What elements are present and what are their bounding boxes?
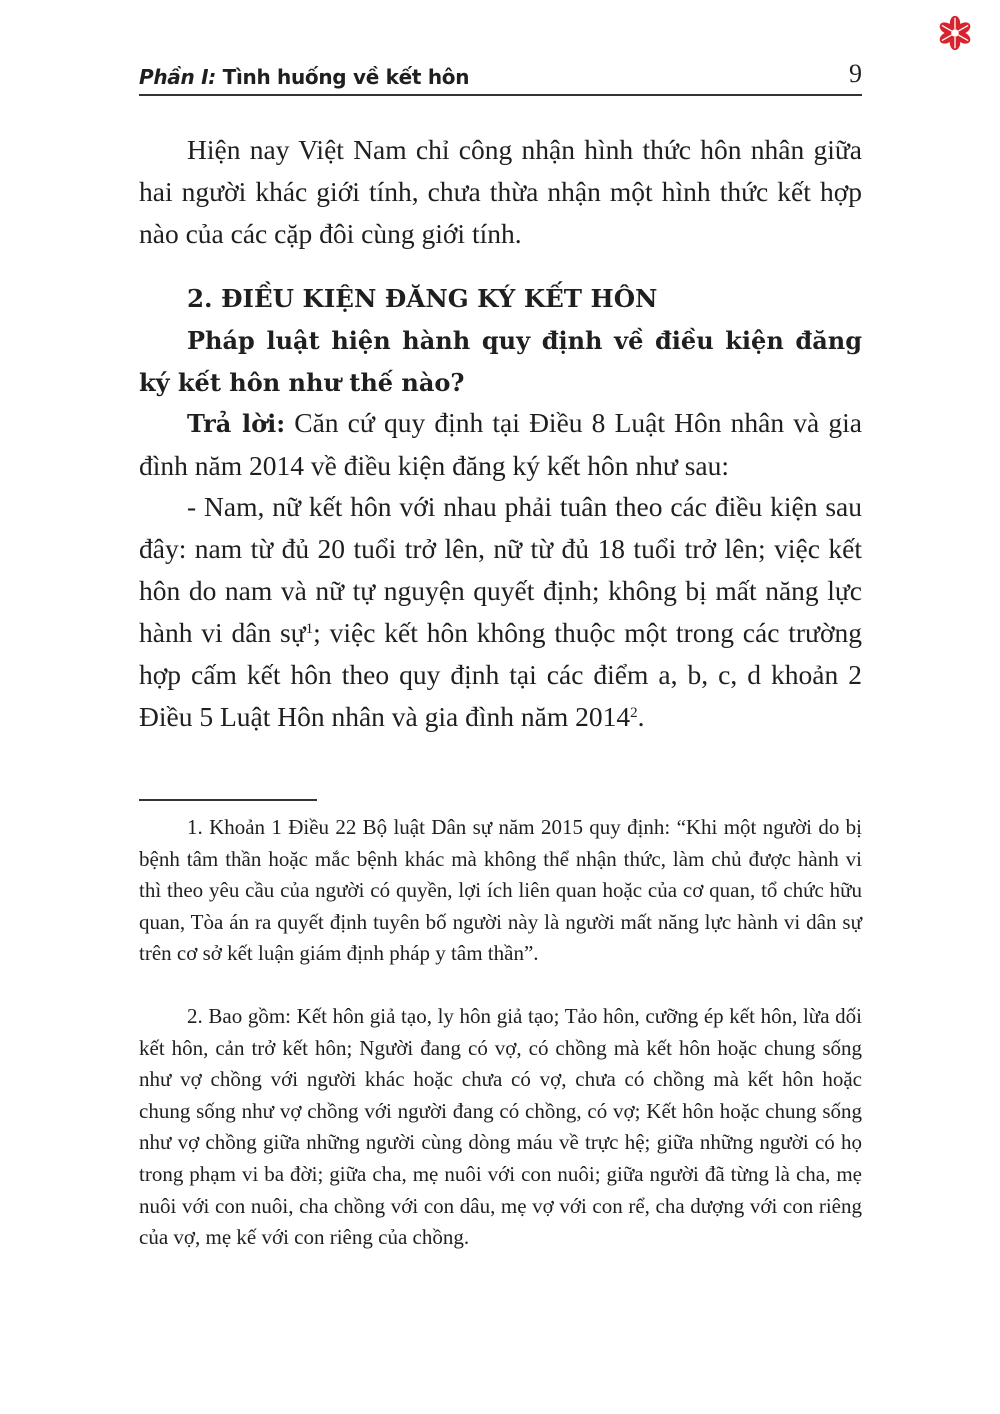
footnote-ref-1: 1 [305,621,314,637]
page-number: 9 [849,59,862,88]
answer-label: Trả lời: [187,409,286,438]
conditions-text-1: - Nam, nữ kết hôn với nhau phải tuân theo các điều kiện sau đây: nam từ đủ 20 tuổi trở lên, nữ từ đủ 18 tuổi trở lên; việc kết hôn do nam và nữ tự nguyện quyết định; không bị mất năng lực hành vi dân sự [139,491,862,648]
running-title [139,65,469,89]
footnote-divider [139,799,317,801]
section-title: Tình huống về kết hôn [222,65,470,89]
conditions-text-2: ; việc kết hôn không thuộc một trong các trường hợp cấm kết hôn theo quy định tại các điểm a, b, c, d khoản 2 Điều 5 Luật Hôn nhân và gia đình năm 2014 [139,617,862,732]
answer-paragraph [139,402,862,487]
intro-paragraph: Hiện nay Việt Nam chỉ công nhận hình thức hôn nhân giữa hai người khác giới tính, chưa thừa nhận một hình thức kết hợp nào của các cặp đôi cùng giới tính. [139,134,862,249]
section-heading: 2. ĐIỀU KIỆN ĐĂNG KÝ KẾT HÔN [187,284,658,313]
page-header [139,59,862,96]
footnote-1: 1. Khoản 1 Điều 22 Bộ luật Dân sự năm 2015 quy định: “Khi một người do bị bệnh tâm thần hoặc mắc bệnh khác mà không thể nhận thức, làm chủ được hành vi thì theo yêu cầu của người có quyền, lợi ích liên quan hoặc của cơ quan, tổ chức hữu quan, Tòa án ra quyết định tuyên bố người này là người mất năng lực hành vi dân sự trên cơ sở kết luận giám định pháp y tâm thần”. [139,815,862,966]
part-label: Phần I: [139,65,216,89]
footnote-ref-2: 2 [630,705,638,721]
publisher-logo-icon [936,14,974,52]
question: Pháp luật hiện hành quy định về điều kiện đăng ký kết hôn như thế nào? [139,326,862,397]
footnote-2: 2. Bao gồm: Kết hôn giả tạo, ly hôn giả tạo; Tảo hôn, cưỡng ép kết hôn, lừa dối kết hôn, cản trở kết hôn; Người đang có vợ, có chồng mà kết hôn hoặc chung sống như vợ chồng với người khác hoặc chưa có vợ, chưa có chồng mà kết hôn hoặc chung sống như vợ chồng với người đang có chồng, có vợ; Kết hôn hoặc chung sống như vợ chồng giữa những người cùng dòng máu về trực hệ; giữa những người có họ trong phạm vi ba đời; giữa cha, mẹ nuôi với con nuôi; giữa người đã từng là cha, mẹ nuôi với con nuôi, cha chồng với con dâu, mẹ vợ với con rể, cha dượng với con riêng của vợ, mẹ kế với con riêng của chồng. [139,1004,862,1250]
answer-text: Căn cứ quy định tại Điều 8 Luật Hôn nhân và gia đình năm 2014 về điều kiện đăng ký kết hôn như sau: [139,407,862,481]
conditions-text-3: . [637,701,645,732]
conditions-paragraph [139,486,862,738]
